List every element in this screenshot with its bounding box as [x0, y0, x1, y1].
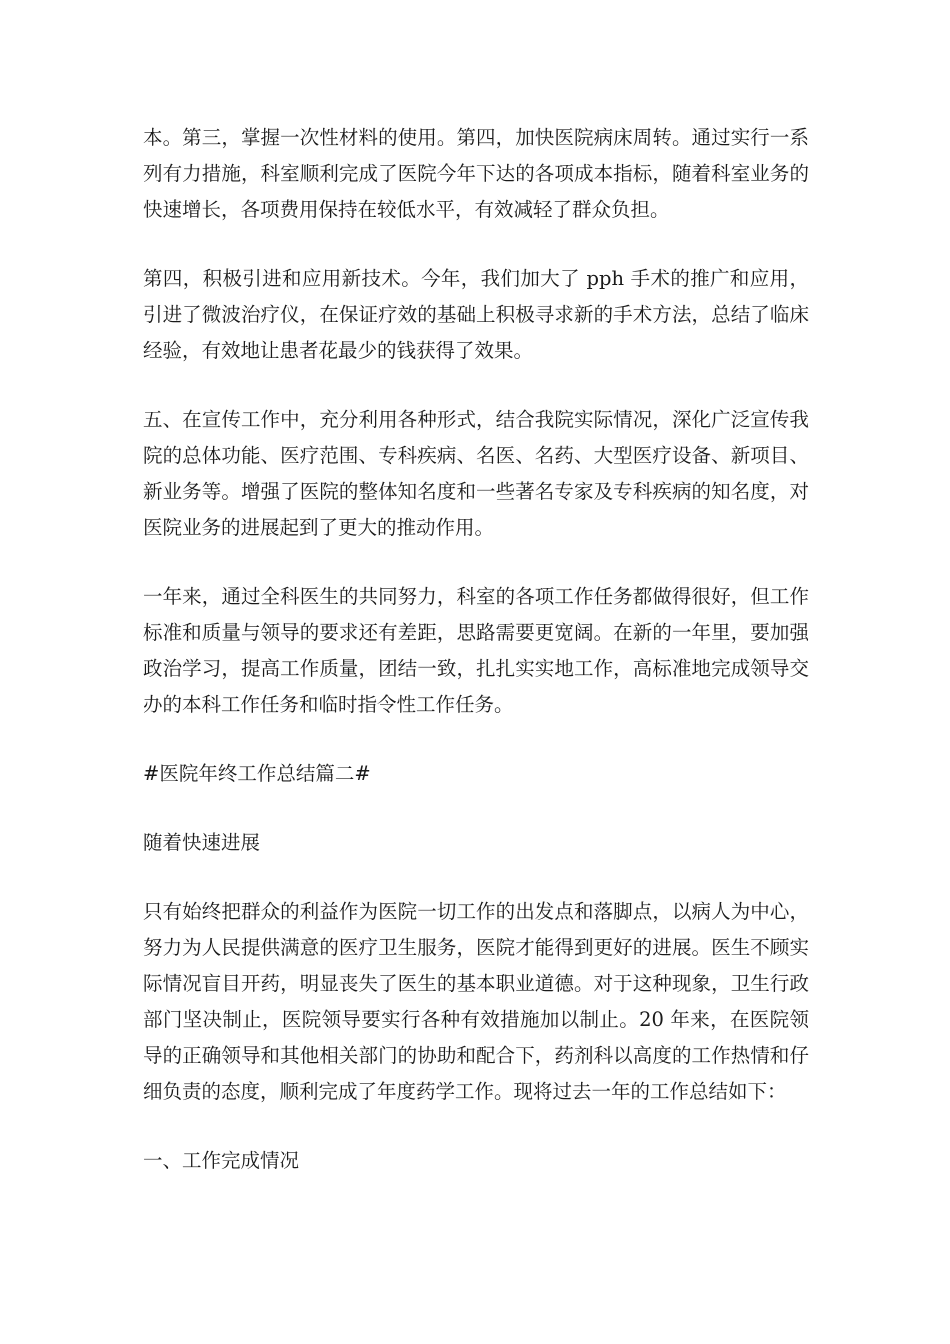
section-title: #医院年终工作总结篇二# [143, 762, 371, 785]
paragraph-pharmacy-intro: 只有始终把群众的利益作为医院一切工作的出发点和落脚点，以病人为中心，努力为人民提供满意的医疗卫生服务，医院才能得到更好的进展。医生不顾实际情况盲目开药，明显丧失了医生的基本职业道德。对于这种现象，卫生行政部门坚决制止，医院领导要实行各种有效措施加以制止。20 年来，在医院领导的正确领导和其他相关部门的协助和配合下，药剂科以高度的工作热情和仔细负责的态度，顺利完成了年度药学工作。现将过去一年的工作总结如下： [143, 900, 809, 1103]
document-page [143, 120, 809, 1212]
subtitle: 随着快速进展 [143, 831, 261, 854]
paragraph-cost-control: 本。第三，掌握一次性材料的使用。第四，加快医院病床周转。通过实行一系列有力措施，科室顺利完成了医院今年下达的各项成本指标，随着科室业务的快速增长，各项费用保持在较低水平，有效减轻了群众负担。 [143, 126, 809, 221]
paragraph-year-summary: 一年来，通过全科医生的共同努力，科室的各项工作任务都做得很好，但工作标准和质量与领导的要求还有差距，思路需要更宽阔。在新的一年里，要加强政治学习，提高工作质量，团结一致，扎扎实实地工作，高标准地完成领导交办的本科工作任务和临时指令性工作任务。 [143, 585, 809, 716]
heading-work-completion: 一、工作完成情况 [143, 1149, 300, 1172]
paragraph-publicity: 五、在宣传工作中，充分利用各种形式，结合我院实际情况，深化广泛宣传我院的总体功能、医疗范围、专科疾病、名医、名药、大型医疗设备、新项目、新业务等。增强了医院的整体知名度和一些著名专家及专科疾病的知名度，对医院业务的进展起到了更大的推动作用。 [143, 408, 809, 539]
paragraph-new-technology: 第四，积极引进和应用新技术。今年，我们加大了 pph 手术的推广和应用，引进了微波治疗仪，在保证疗效的基础上积极寻求新的手术方法，总结了临床经验，有效地让患者花最少的钱获得了效果。 [143, 267, 809, 362]
